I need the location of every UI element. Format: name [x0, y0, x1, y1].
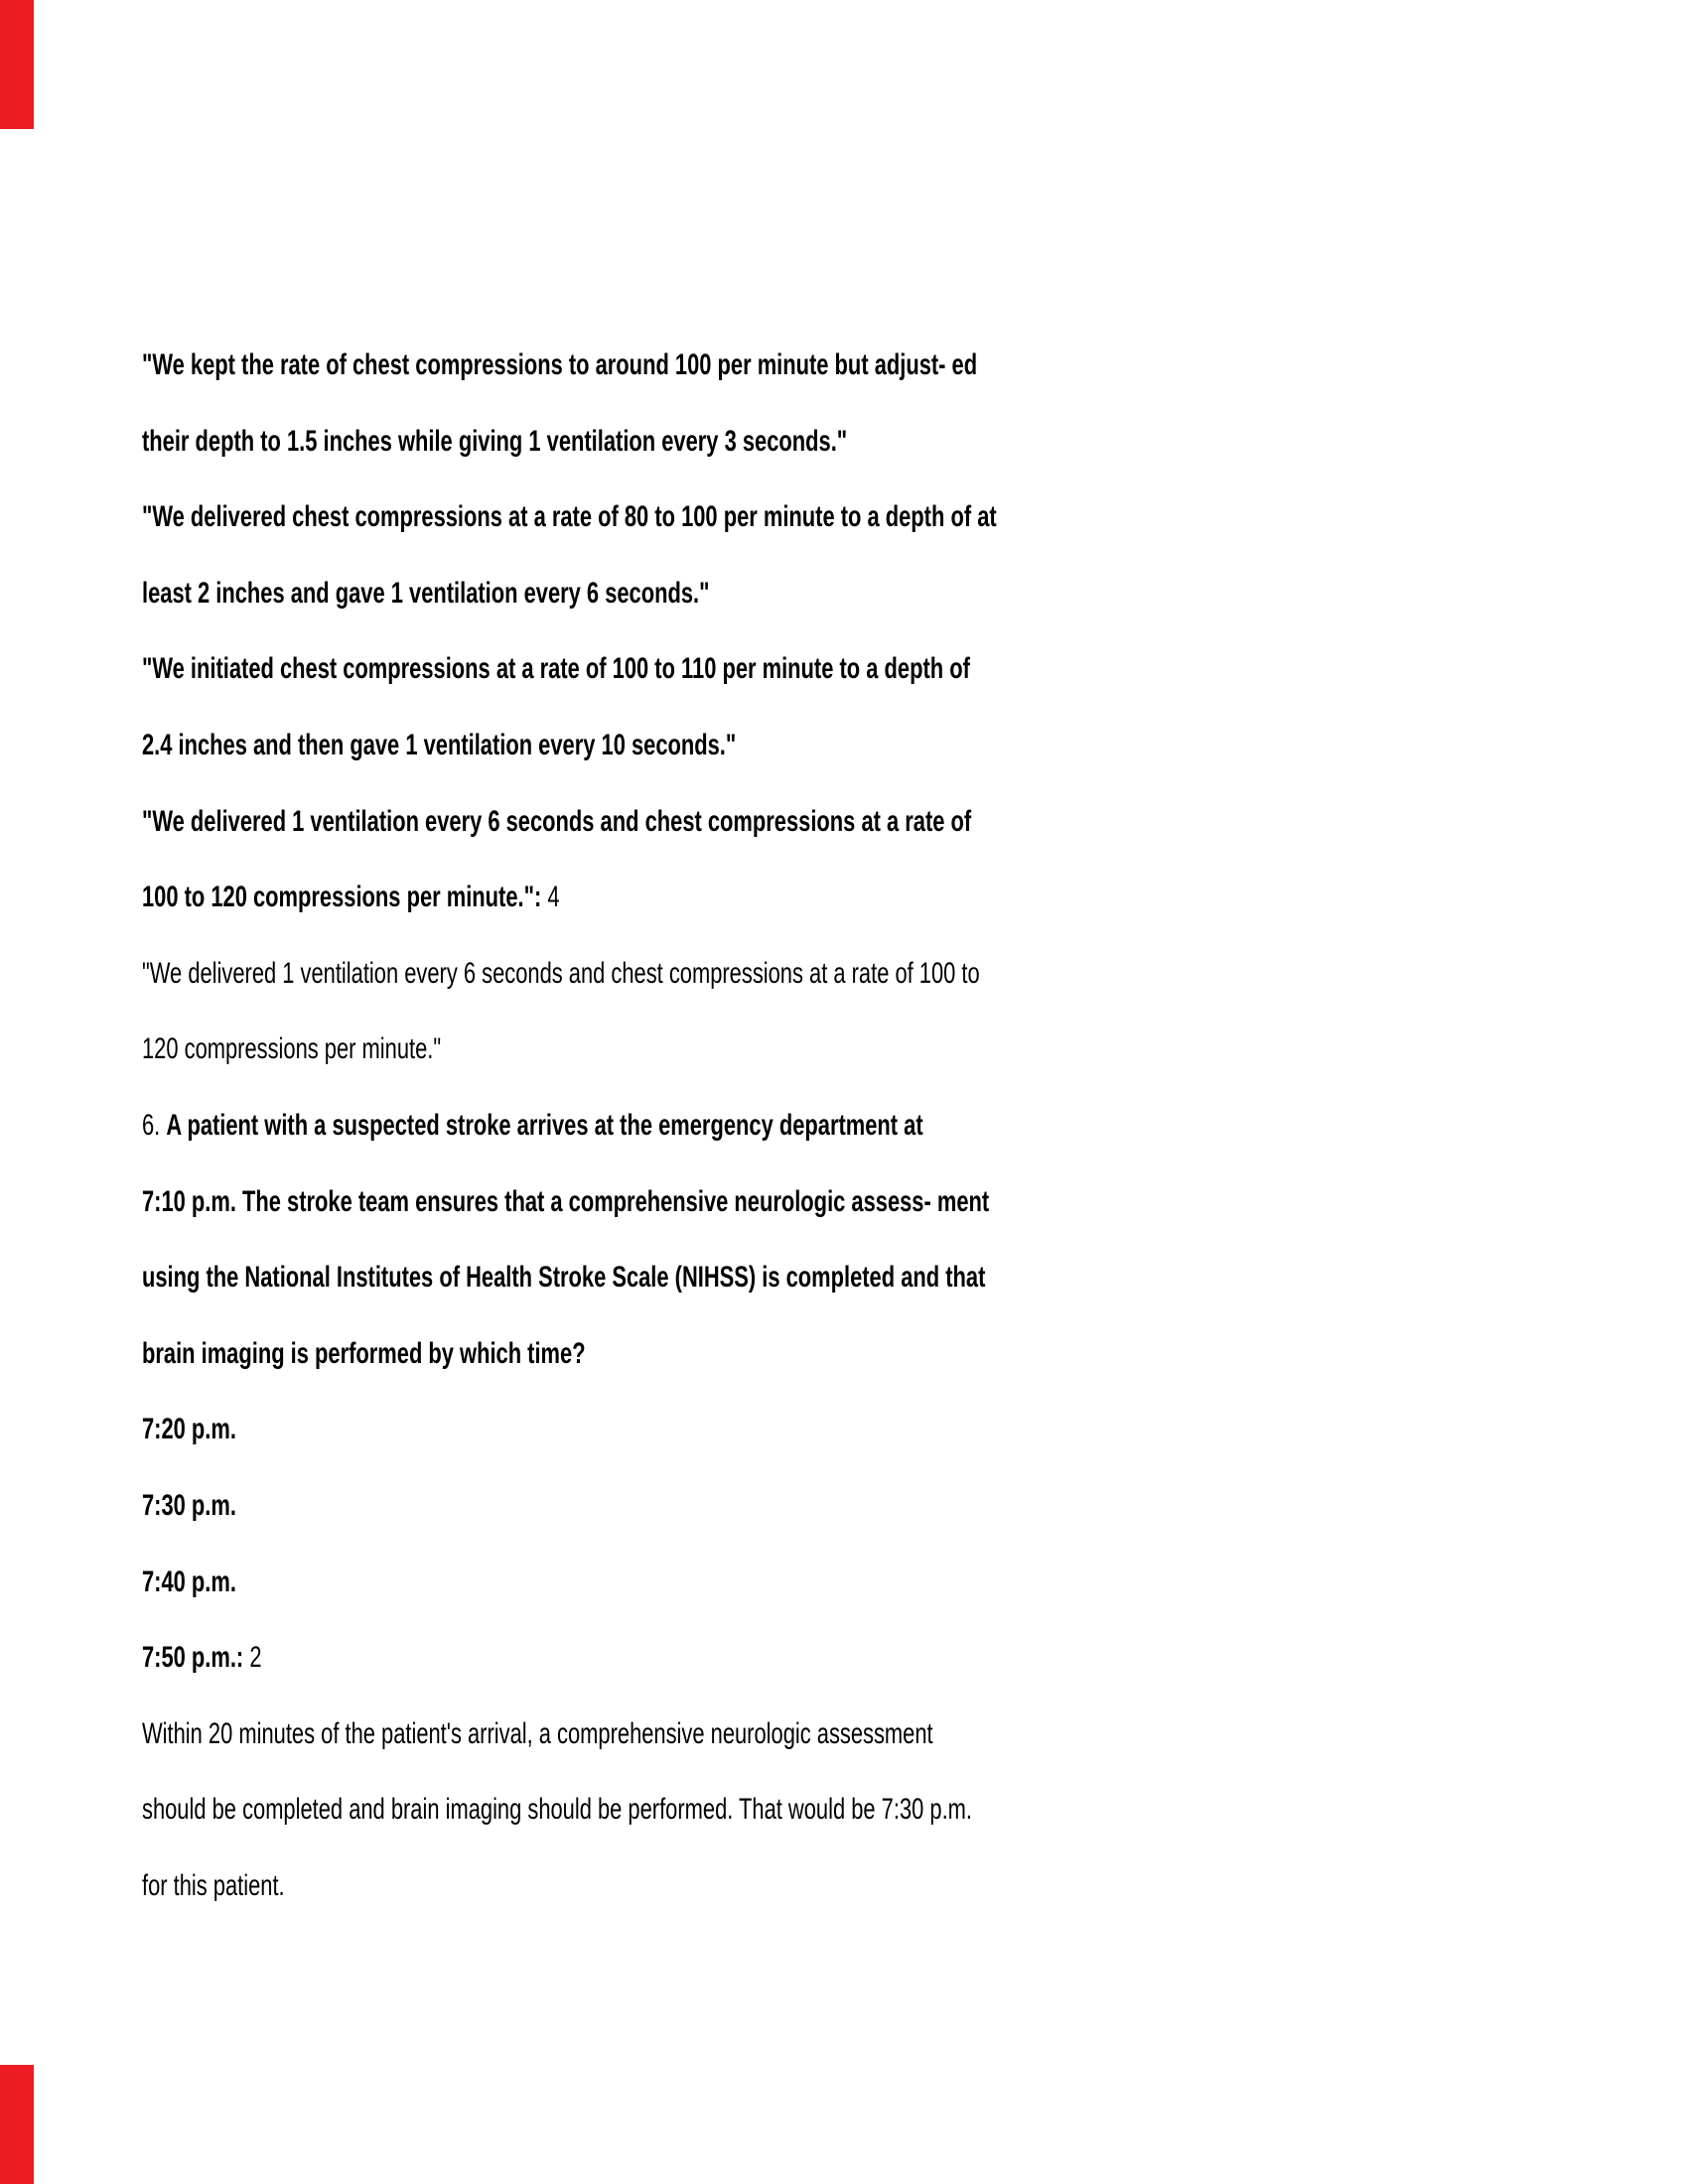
document-line [142, 784, 1229, 861]
text-segment: 7:20 p.m. [142, 1413, 236, 1446]
document-line [142, 1240, 1229, 1316]
document-line [142, 631, 1229, 708]
document-line [142, 1012, 1229, 1088]
text-segment: 120 compressions per minute." [142, 1032, 442, 1066]
text-segment: 7:50 p.m.: [142, 1641, 244, 1675]
document-line [142, 1545, 1229, 1621]
document-line [142, 708, 1229, 784]
text-segment: brain imaging is performed by which time? [142, 1336, 586, 1370]
bottom-left-page-marker [0, 2065, 34, 2184]
text-segment: "We kept the rate of chest compressions to around 100 per minute but adjust- ed [142, 348, 978, 381]
text-segment: "We delivered 1 ventilation every 6 seconds and chest compressions at a rate of [142, 804, 972, 838]
text-segment: "We delivered chest compressions at a rate of 80 to 100 per minute to a depth of at [142, 500, 997, 534]
text-segment: 100 to 120 compressions per minute.": [142, 881, 542, 914]
document-line [142, 860, 1229, 936]
document-line [142, 1088, 1229, 1164]
text-segment: using the National Institutes of Health Stroke Scale (NIHSS) is completed and that [142, 1261, 986, 1295]
text-segment: 7:40 p.m. [142, 1565, 236, 1598]
text-segment: Within 20 minutes of the patient's arrival, a comprehensive neurologic assessment [142, 1716, 933, 1750]
text-segment: A patient with a suspected stroke arrives at the emergency department at [166, 1108, 923, 1142]
document-line [142, 1772, 1229, 1848]
text-segment: 7:30 p.m. [142, 1488, 236, 1522]
document-line [142, 1392, 1229, 1468]
document-line [142, 1848, 1229, 1925]
document-line [142, 404, 1229, 480]
text-segment: 7:10 p.m. The stroke team ensures that a comprehensive neurologic assess- ment [142, 1184, 990, 1218]
text-segment: "We delivered 1 ventilation every 6 seconds and chest compressions at a rate of 100 to [142, 956, 980, 990]
document-line [142, 1164, 1229, 1241]
text-segment: 2 [243, 1641, 262, 1675]
document-line [142, 1468, 1229, 1545]
text-segment: 6. [142, 1108, 167, 1142]
document-body [142, 328, 1631, 1924]
document-line [142, 936, 1229, 1013]
document-line [142, 479, 1229, 556]
text-segment: should be completed and brain imaging should be performed. That would be 7:30 p.m. [142, 1793, 972, 1827]
document-line [142, 556, 1229, 632]
text-segment: their depth to 1.5 inches while giving 1 ventilation every 3 seconds." [142, 424, 848, 458]
document-line [142, 1620, 1229, 1697]
document-line [142, 1316, 1229, 1393]
text-segment: for this patient. [142, 1868, 285, 1902]
document-line [142, 1697, 1229, 1773]
text-segment: 4 [541, 881, 560, 914]
text-segment: least 2 inches and gave 1 ventilation every 6 seconds." [142, 576, 710, 610]
text-segment: "We initiated chest compressions at a rate of 100 to 110 per minute to a depth of [142, 652, 970, 686]
top-left-page-marker [0, 0, 34, 129]
text-segment: 2.4 inches and then gave 1 ventilation every 10 seconds." [142, 728, 737, 761]
document-line [142, 328, 1229, 404]
